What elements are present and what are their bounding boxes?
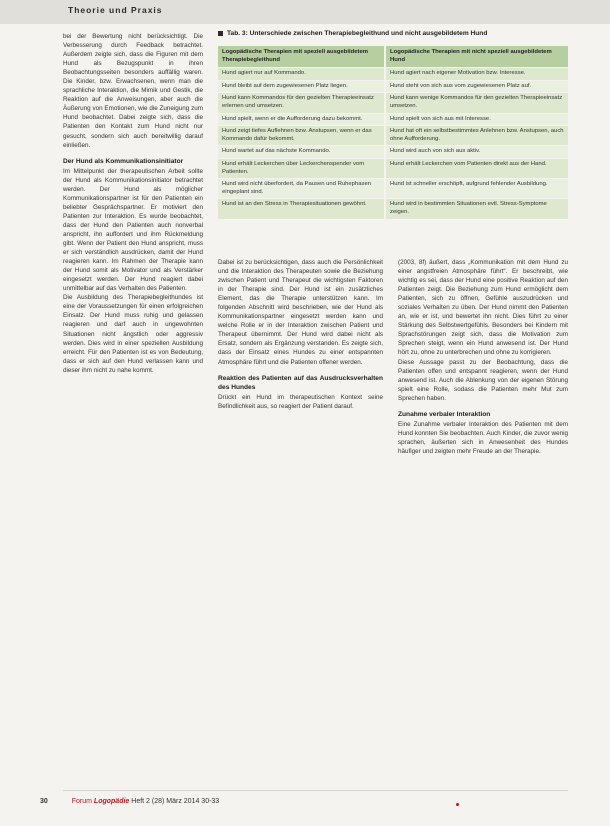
table-cell: Hund kann wenige Kommandos für den gezielten Therapieeinsatz umsetzen.	[386, 93, 568, 112]
table-row	[218, 199, 568, 218]
table-row	[218, 146, 568, 158]
page-number: 30	[40, 798, 48, 805]
table-cell: Hund agiert nur auf Kommando.	[218, 68, 386, 80]
paragraph: Eine Zunahme verbaler Interaktion des Patienten mit dem Hund konnten Sie beobachten. Auch Kinder, die zuvor wenig sprachen, äußerten sich in Anwesenheit des Hundes häufiger und zeigten mehr Freude an der Therapie.	[398, 420, 568, 455]
table-cell: Hund agiert nach eigener Motivation bzw. Interesse.	[386, 68, 568, 80]
table-row	[218, 126, 568, 145]
text-column-right	[398, 258, 568, 813]
paragraph: bei der Bewertung nicht berücksichtigt. Die Verbesserung durch Feedback betrachtet. Außerdem zeigte sich, dass die Figuren mit dem Hund als Bezugspunkt in ihren Beobachtungsseiten besonders auffällig waren. Die Kinder, bzw. Erwachsenen, wenn man die sprachliche Interaktion, die Mimik und Gestik, die Reaktion auf die Anweisungen, aber auch die Äußerung von Emotionen, wie die Zuneigung zum Hund beobachtet. Dabei zeigte sich, dass die Patienten den Kontakt zum Hund nicht nur gesucht, sondern sich auch bereitwillig darauf einließen.	[63, 33, 203, 149]
table-cell: Hund erhält Leckerchen vom Patienten direkt aus der Hand.	[386, 159, 568, 178]
footer-divider	[63, 790, 568, 791]
table-cell: Hund wird auch von sich aus aktiv.	[386, 146, 568, 158]
table-cell: Hund spielt, wenn er die Aufforderung dazu bekommt.	[218, 114, 386, 126]
text-column-left	[63, 32, 203, 812]
table-cell: Hund zeigt tiefes Auflehnen bzw. Anstupsen, wenn er das Kommando dafür bekommt.	[218, 126, 386, 145]
subheading: Der Hund als Kommunikationsinitiator	[63, 157, 184, 165]
table-cell: Hund wird in bestimmten Situationen evtl. Stress-Symptome zeigen.	[386, 199, 568, 218]
journal-name: Forum Logopädie	[71, 798, 130, 805]
paragraph: Drückt ein Hund im therapeutischen Kontext seine Befindlichkeit aus, so reagiert der Patient darauf.	[218, 393, 383, 410]
table-cell: Hund bleibt auf dem zugewiesenen Platz liegen.	[218, 81, 386, 93]
page-footer	[40, 798, 219, 805]
table-row	[218, 179, 568, 198]
table-header-row	[218, 46, 568, 67]
table-row	[218, 93, 568, 112]
subheading: Zunahme verbaler Interaktion	[398, 410, 491, 418]
paragraph: (2003, 8f) äußert, dass „Kommunikation mit dem Hund zu einer angstfreien Atmosphäre führt“. Er beschreibt, wie wichtig es sei, dass der Hund eine positive Reaktion auf den Patienten zeigt. Die Beziehung zum Hund ermöglicht dem Patienten, sich zu öffnen, Gefühle auszudrücken und soziales Verhalten zu üben. Der Hund nimmt den Patienten an, wie er ist, und bewertet ihn nicht. Dies führt zu einer Stärkung des Selbstwertgefühls. Besonders bei Kindern mit Sprachstörungen zeigt sich, dass die Motivation zum Sprechen steigt, wenn ein Hund anwesend ist. Der Hund hört zu, ohne zu unterbrechen und ohne zu korrigieren.	[398, 259, 568, 357]
table-cell: Hund erhält Leckerchen über Leckerchenspender vom Patienten.	[218, 159, 386, 178]
table-cell: Hund steht von sich aus vom zugewiesenen Platz auf.	[386, 81, 568, 93]
section-title: Theorie und Praxis	[68, 5, 163, 15]
comparison-table	[218, 45, 568, 220]
table-cell: Hund hat oft ein selbstbestimmtes Anlehnen bzw. Anstupsen, auch ohne Aufforderung.	[386, 126, 568, 145]
table-cell: Hund wird nicht überfordert, da Pausen und Ruhephasen eingeplant sind.	[218, 179, 386, 198]
issue-info: Heft 2 (28) März 2014 30-33	[131, 798, 220, 805]
footer-dot-icon	[456, 803, 459, 806]
table-cell: Hund ist schneller erschöpft, aufgrund fehlender Ausbildung.	[386, 179, 568, 198]
table-row	[218, 68, 568, 80]
section-header	[0, 0, 610, 24]
paragraph: Diese Aussage passt zu der Beobachtung, dass die Patienten offen und entspannt reagieren, wenn der Hund anwesend ist. Auch die Ablenkung von der eigenen Störung spielt eine Rolle, sodass die Patienten mehr Mut zum Sprechen haben.	[398, 358, 568, 402]
text-column-middle	[218, 258, 383, 813]
paragraph: Dabei ist zu berücksichtigen, dass auch die Persönlichkeit und die Interaktion des Therapeuten sowie die Beziehung zwischen Patient und Therapeut die wichtigsten Faktoren in der Therapie sind. Der Hund ist ein zusätzliches Element, das die Therapie unterstützen kann. Im folgenden Abschnitt wird beschrieben, wie der Hund als Kommunikationspartner eingesetzt werden kann und welche Rolle er in der Interaktion zwischen Patient und Therapeut übernimmt. Der Hund wird dabei nicht als Ersatz, sondern als Ergänzung verstanden. Es zeigte sich, dass der Einsatz eines Hundes zu einer entspannten Atmosphäre führt und die Patienten offener werden.	[218, 259, 383, 366]
table-header-cell: Logopädische Therapien mit nicht speziell ausgebildetem Hund	[386, 46, 568, 67]
table-cell: Hund kann Kommandos für den gezielten Therapieeinsatz erlernen und umsetzen.	[218, 93, 386, 112]
caption-square-icon	[218, 31, 223, 36]
paragraph: Die Ausbildung des Therapiebegleithundes ist eine der Voraussetzungen für einen erfolgreichen Einsatz. Der Hund muss ruhig und gelassen reagieren und darf auch in ungewohnten Situationen nicht ängstlich oder aggressiv werden. Dies wird in einer speziellen Ausbildung erreicht. Für den Patienten ist es von Bedeutung, dass er sich auf den Hund verlassen kann und dieser ihm nicht zu nahe kommt.	[63, 294, 203, 374]
table-cell: Hund spielt von sich aus mit Interesse.	[386, 114, 568, 126]
table-row	[218, 81, 568, 93]
table-header-cell: Logopädische Therapien mit speziell ausgebildetem Therapiebegleithund	[218, 46, 386, 67]
table-caption: Tab. 3: Unterschiede zwischen Therapiebegleithund und nicht ausgebildetem Hund	[218, 30, 568, 37]
table-row	[218, 114, 568, 126]
paragraph: Im Mittelpunkt der therapeutischen Arbeit sollte der Hund als Kommunikationsinitiator betrachtet werden. Der Hund als möglicher Kommunikationspartner ist für den Patienten ein beliebter Gesprächspartner. Er motiviert den Patienten zur Interaktion. Es wurde beobachtet, dass der Hund den Patienten auch nonverbal anspricht, ihn auffordert und ihm Rückmeldung gibt. Wenn der Patient den Hund anspricht, muss er sich verständlich ausdrücken, damit der Hund reagieren kann. Im Rahmen der Therapie kann der Hund somit als Motivator und als Verstärker eingesetzt werden. Der Hund reagiert dabei unmittelbar auf das Verhalten des Patienten.	[63, 167, 203, 293]
table-cell: Hund ist an den Stress in Therapiesituationen gewöhnt.	[218, 199, 386, 218]
table-row	[218, 159, 568, 178]
table-cell: Hund wartet auf das nächste Kommando.	[218, 146, 386, 158]
subheading: Reaktion des Patienten auf das Ausdrucksverhalten des Hundes	[218, 374, 383, 391]
